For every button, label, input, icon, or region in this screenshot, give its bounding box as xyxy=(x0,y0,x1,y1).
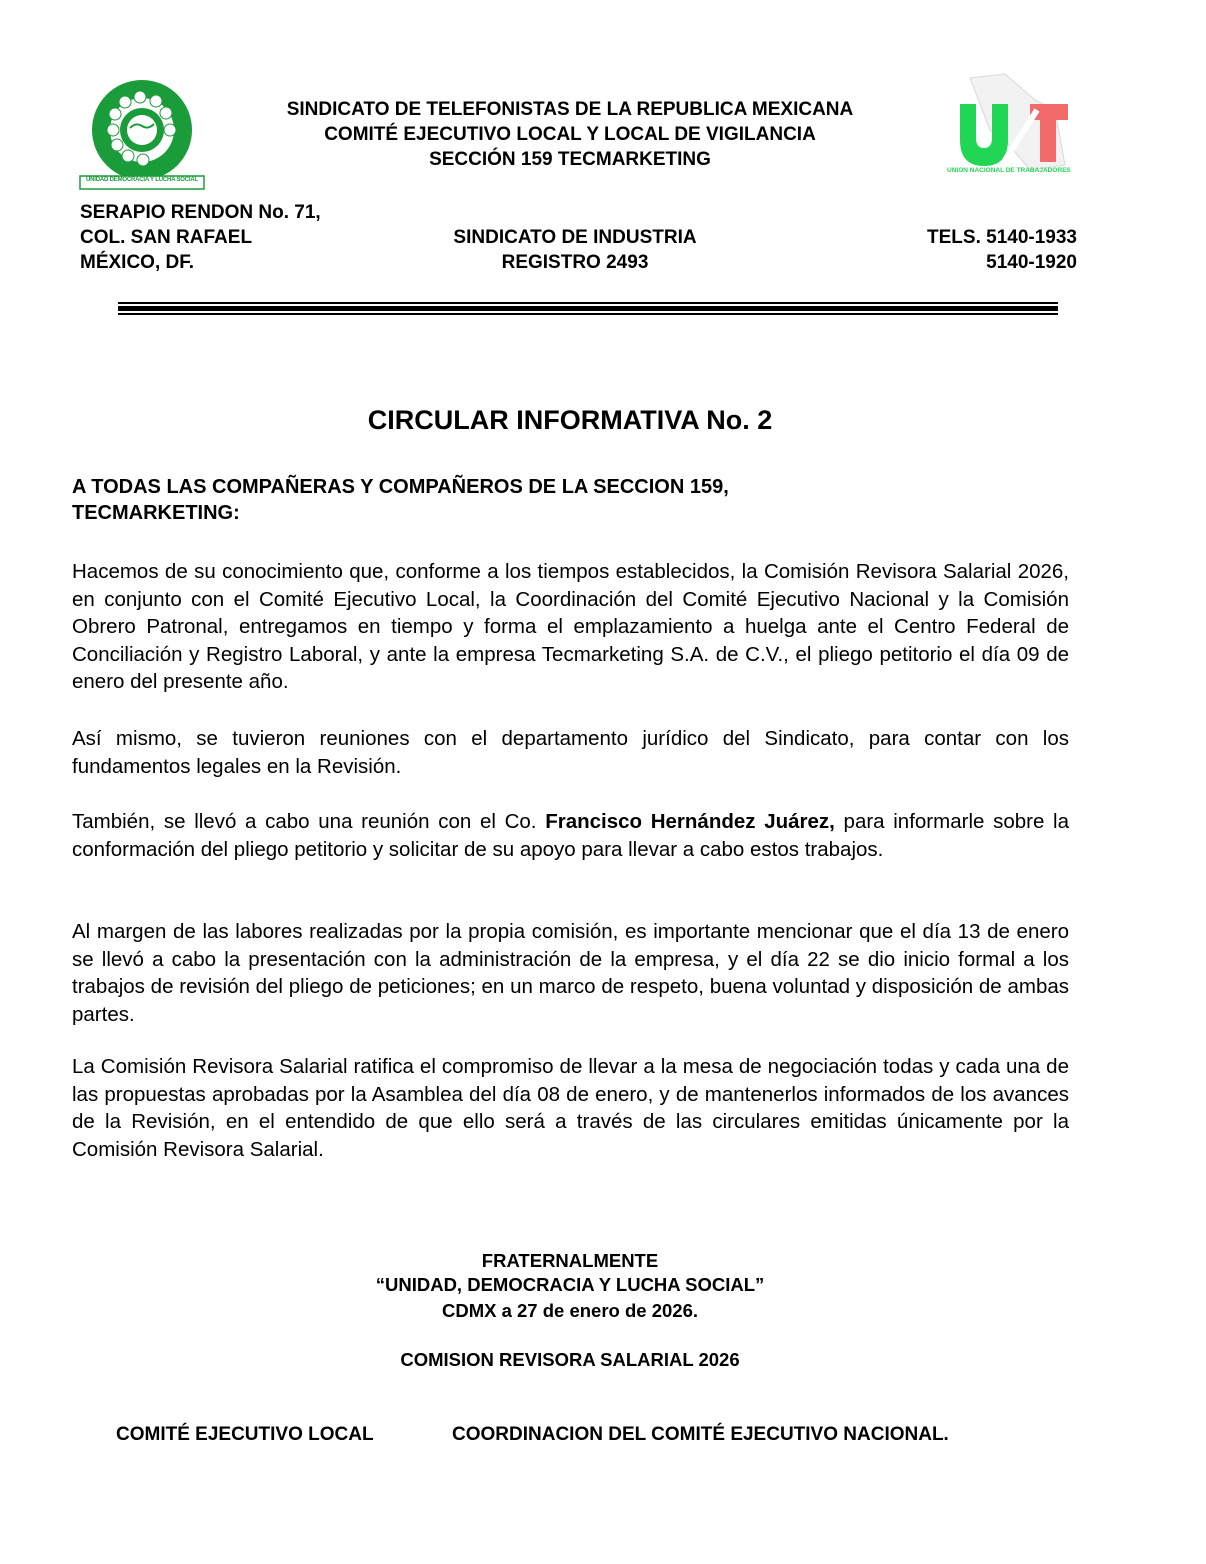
paragraph-1 xyxy=(72,558,1069,696)
closing-block xyxy=(300,1249,840,1323)
phone-block xyxy=(860,225,1077,275)
header-line-1: SINDICATO DE TELEFONISTAS DE LA REPUBLICA MEXICANA xyxy=(286,99,854,120)
person-name: Francisco Hernández Juárez, xyxy=(545,810,835,833)
header-line-3: SECCIÓN 159 TECMARKETING xyxy=(429,149,711,170)
industry-line: SINDICATO DE INDUSTRIA xyxy=(453,227,697,248)
paragraph-5-text: La Comisión Revisora Salarial ratifica el compromiso de llevar a la mesa de negociación todas y cada una de las propuestas aprobadas por la Asamblea del día 08 de enero, y de mantenerlos informados de los avances de la Revisión, en el entendido de que ello será a través de las circulares emitidas únicamente por la Comisión Revisora Salarial. xyxy=(72,1055,1069,1161)
paragraph-3 xyxy=(72,808,1069,863)
closing-motto: “UNIDAD, DEMOCRACIA Y LUCHA SOCIAL” xyxy=(375,1274,765,1295)
paragraph-5 xyxy=(72,1053,1069,1163)
document-title: CIRCULAR INFORMATIVA No. 2 xyxy=(367,405,773,435)
address-block xyxy=(80,200,321,275)
letterhead-title xyxy=(230,97,910,172)
union-logo-right xyxy=(945,70,1095,180)
salutation xyxy=(72,474,729,526)
phone-line-1: TELS. 5140-1933 xyxy=(927,227,1077,248)
header-divider xyxy=(118,302,1058,316)
unt-logo-icon xyxy=(945,70,1095,180)
paragraph-3-start: También, se llevó a cabo una reunión con el Co. xyxy=(72,810,546,833)
logo-banner-text: UNIDAD DEMOCRACIA Y LUCHA SOCIAL xyxy=(86,177,198,183)
logo-caption: UNION NACIONAL DE TRABAJADORES xyxy=(947,167,1071,174)
industry-registration xyxy=(400,225,750,275)
paragraph-4 xyxy=(72,918,1069,1028)
paragraph-3-end: para informarle sobre la conformación del pliego petitorio y solicitar de su apoyo para llevar a cabo estos trabajos. xyxy=(72,810,1069,861)
salutation-line-1: A TODAS LAS COMPAÑERAS Y COMPAÑEROS DE LA SECCION 159, xyxy=(72,476,729,498)
signature-national-coordination: COORDINACION DEL COMITÉ EJECUTIVO NACIONAL. xyxy=(452,1424,949,1445)
union-logo-left xyxy=(78,80,206,190)
signature-local-committee: COMITÉ EJECUTIVO LOCAL xyxy=(116,1424,374,1445)
salutation-line-2: TECMARKETING: xyxy=(72,502,240,524)
phone-line-2: 5140-1920 xyxy=(986,252,1077,273)
rotary-dial-seal-icon xyxy=(78,80,206,190)
paragraph-4-text: Al margen de las labores realizadas por la propia comisión, es importante mencionar que el día 13 de enero se llevó a cabo la presentación con la administración de la empresa, y el día 22 se dio inicio formal a los trabajos de revisión del pliego de peticiones; en un marco de respeto, buena voluntad y disposición de ambas partes. xyxy=(72,920,1069,1026)
registration-line: REGISTRO 2493 xyxy=(501,252,649,273)
closing-fraternally: FRATERNALMENTE xyxy=(481,1250,659,1271)
closing-date: CDMX a 27 de enero de 2026. xyxy=(441,1300,699,1321)
header-line-2: COMITÉ EJECUTIVO LOCAL Y LOCAL DE VIGILANCIA xyxy=(324,124,816,145)
address-line-3: MÉXICO, DF. xyxy=(80,252,195,273)
commission-name: COMISION REVISORA SALARIAL 2026 xyxy=(400,1349,740,1370)
paragraph-2 xyxy=(72,725,1069,780)
paragraph-3-text xyxy=(72,808,1069,863)
address-line-1: SERAPIO RENDON No. 71, xyxy=(80,202,321,223)
paragraph-1-text: Hacemos de su conocimiento que, conforme a los tiempos establecidos, la Comisión Revisora Salarial 2026, en conjunto con el Comité Ejecutivo Local, la Coordinación del Comité Ejecutivo Nacional y la Comisión Obrero Patronal, entregamos en tiempo y forma el emplazamiento a huelga ante el Centro Federal de Conciliación y Registro Laboral, y ante la empresa Tecmarketing S.A. de C.V., el pliego petitorio el día 09 de enero del presente año. xyxy=(72,560,1069,693)
address-line-2: COL. SAN RAFAEL xyxy=(80,227,253,248)
paragraph-2-text: Así mismo, se tuvieron reuniones con el departamento jurídico del Sindicato, para contar con los fundamentos legales en la Revisión. xyxy=(72,727,1069,778)
